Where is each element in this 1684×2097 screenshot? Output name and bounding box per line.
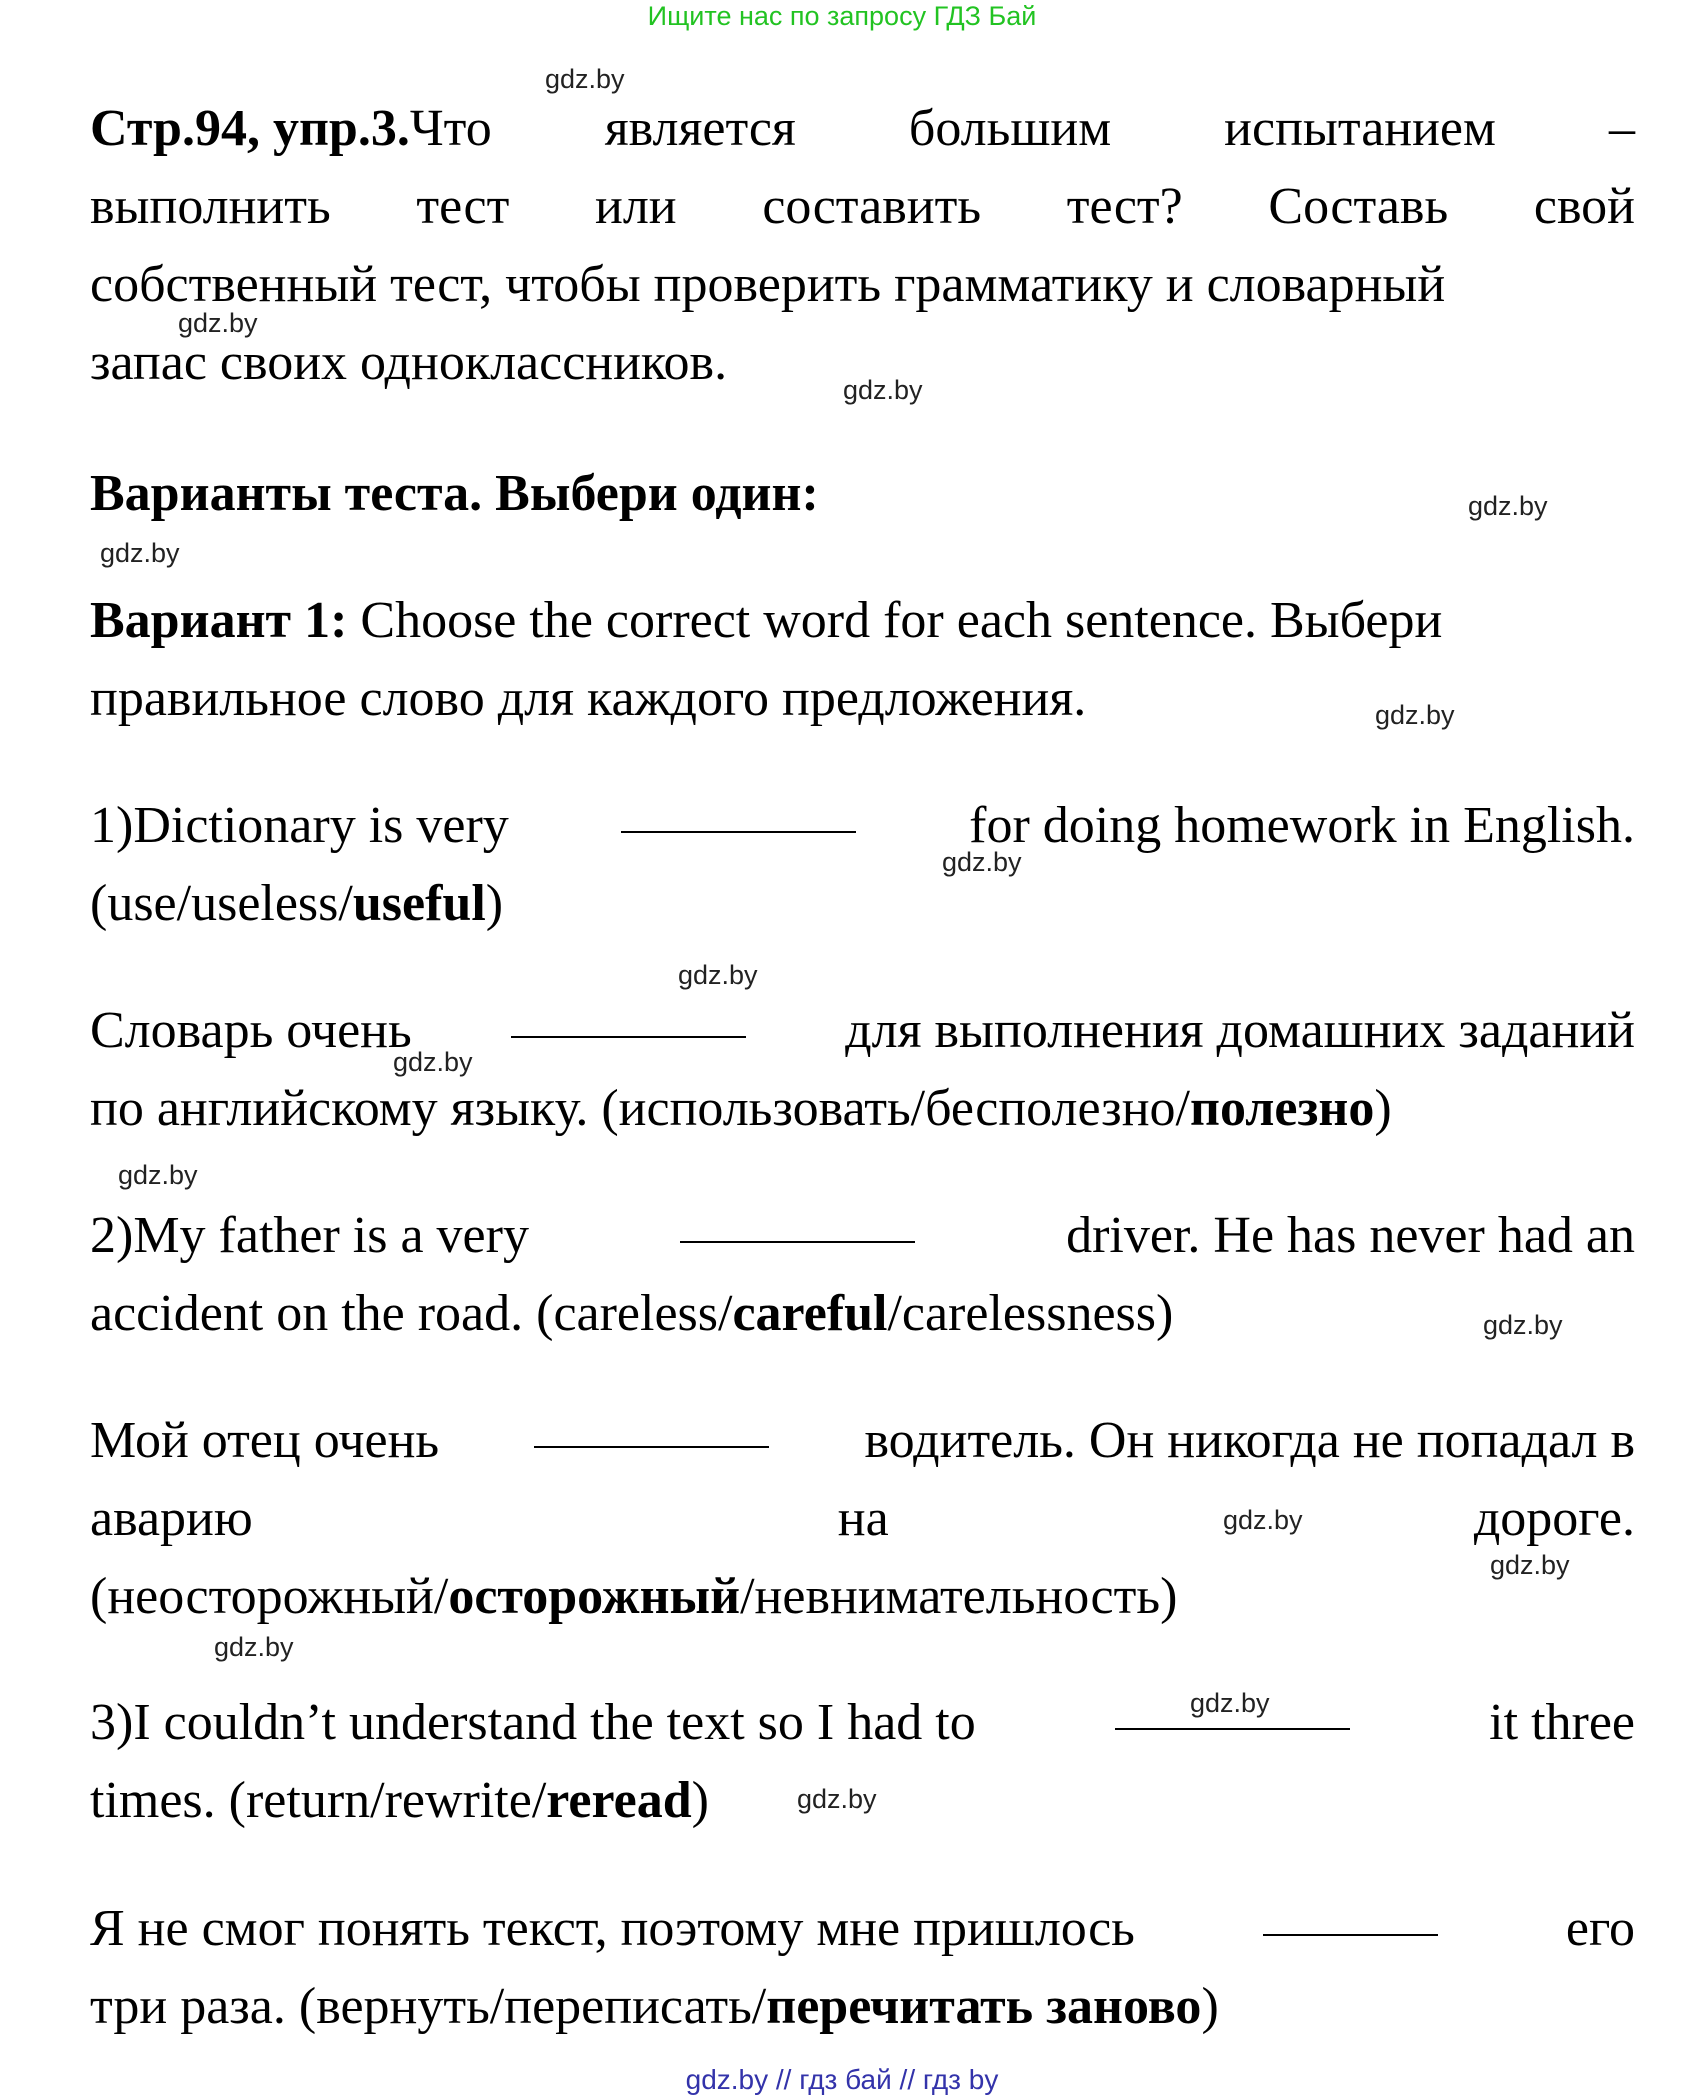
item-1-en-line-1: 1)Dictionary is very for doing homework in English. bbox=[90, 787, 1635, 865]
correct-answer: careful bbox=[732, 1285, 888, 1342]
task-line-1: Стр.94, упр.3.Что является большим испытанием – bbox=[90, 100, 1635, 157]
answer-blank[interactable] bbox=[680, 1197, 915, 1243]
item-1-ru-line-1: Словарь очень для выполнения домашних заданий bbox=[90, 992, 1635, 1070]
answer-blank[interactable] bbox=[621, 787, 856, 833]
item-3-en-options: times. (return/rewrite/reread) bbox=[90, 1772, 709, 1829]
watermark: gdz.by bbox=[178, 308, 258, 338]
item-2-ru-line-1: Мой отец очень водитель. Он никогда не попадал в bbox=[90, 1402, 1635, 1480]
item-1-russian bbox=[90, 992, 1635, 1148]
top-banner[interactable]: Ищите нас по запросу ГДЗ Бай bbox=[647, 1, 1037, 31]
correct-answer: useful bbox=[352, 875, 486, 932]
item-1-english bbox=[90, 787, 1635, 943]
watermark: gdz.by bbox=[1490, 1550, 1570, 1580]
item-2-en-options: accident on the road. (careless/careful/carelessness) bbox=[90, 1285, 1174, 1342]
item-3-en-line-1: 3)I couldn’t understand the text so I had to it three bbox=[90, 1684, 1635, 1762]
watermark: gdz.by bbox=[100, 538, 180, 568]
item-3-english bbox=[90, 1684, 1635, 1840]
watermark: gdz.by bbox=[1375, 700, 1455, 730]
answer-blank[interactable] bbox=[511, 992, 746, 1038]
watermark: gdz.by bbox=[393, 1047, 473, 1077]
correct-answer: полезно bbox=[1189, 1080, 1375, 1137]
task-reference: Стр.94, упр.3. bbox=[90, 100, 410, 157]
item-2-ru-line-2: аварию на дороге. bbox=[90, 1490, 1635, 1547]
task-line-4: запас своих одноклассников. bbox=[90, 334, 728, 391]
correct-answer: осторожный bbox=[448, 1568, 741, 1625]
variant-1-label: Вариант 1: bbox=[90, 592, 348, 649]
task-paragraph bbox=[90, 90, 1635, 402]
item-3-russian bbox=[90, 1890, 1635, 2046]
watermark: gdz.by bbox=[118, 1160, 198, 1190]
item-3-ru-options: три раза. (вернуть/переписать/перечитать заново) bbox=[90, 1978, 1219, 2035]
item-3-ru-line-1: Я не смог понять текст, поэтому мне пришлось его bbox=[90, 1890, 1635, 1968]
correct-answer: reread bbox=[546, 1772, 692, 1829]
watermark: gdz.by bbox=[942, 847, 1022, 877]
watermark: gdz.by bbox=[678, 960, 758, 990]
task-line-3: собственный тест, чтобы проверить грамматику и словарный bbox=[90, 256, 1446, 313]
watermark: gdz.by bbox=[545, 64, 625, 94]
footer-links[interactable]: gdz.by // гдз бай // гдз by bbox=[685, 2064, 999, 2095]
watermark: gdz.by bbox=[1483, 1310, 1563, 1340]
watermark: gdz.by bbox=[1223, 1505, 1303, 1535]
item-2-ru-options: (неосторожный/осторожный/невнимательность) bbox=[90, 1568, 1178, 1625]
item-2-russian bbox=[90, 1402, 1635, 1636]
item-1-ru-options: по английскому языку. (использовать/бесполезно/полезно) bbox=[90, 1080, 1392, 1137]
variant-1-line-2: правильное слово для каждого предложения. bbox=[90, 670, 1087, 727]
item-1-en-options: (use/useless/useful) bbox=[90, 875, 504, 932]
watermark: gdz.by bbox=[1468, 491, 1548, 521]
correct-answer: перечитать заново bbox=[766, 1978, 1202, 2035]
watermark: gdz.by bbox=[1190, 1688, 1270, 1718]
task-line-2: выполнить тест или составить тест? Составь свой bbox=[90, 178, 1635, 235]
watermark: gdz.by bbox=[797, 1784, 877, 1814]
item-2-en-line-1: 2)My father is a very driver. He has never had an bbox=[90, 1197, 1635, 1275]
watermark: gdz.by bbox=[843, 375, 923, 405]
answer-blank[interactable] bbox=[534, 1402, 769, 1448]
variant-1-line-1: Вариант 1: Choose the correct word for each sentence. Выбери bbox=[90, 592, 1443, 649]
watermark: gdz.by bbox=[214, 1632, 294, 1662]
variants-heading: Варианты теста. Выбери один: bbox=[90, 465, 819, 522]
answer-blank[interactable] bbox=[1263, 1890, 1438, 1936]
item-2-english bbox=[90, 1197, 1635, 1353]
